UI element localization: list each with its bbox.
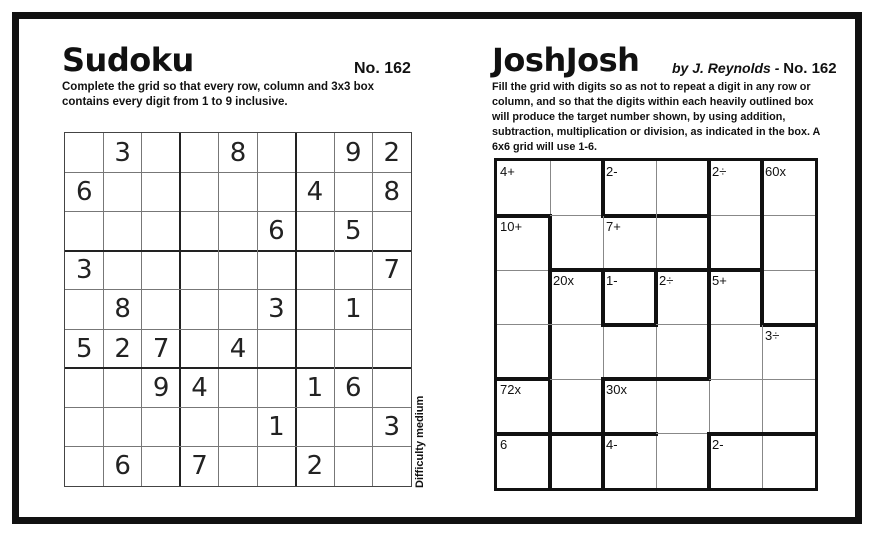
- sudoku-cell[interactable]: 1: [345, 294, 362, 325]
- sudoku-cell[interactable]: 8: [383, 176, 401, 207]
- kenken-instructions: Fill the grid with digits so as not to repeat a digit in any row or column, and so that the digits within each heavily outlined box will produce the target number shown, by using addition, subtraction, multiplication or division, as indicated in the box. A 6x6 grid will use 1-6.: [492, 81, 820, 153]
- kenken-cell[interactable]: [762, 379, 815, 434]
- sudoku-cell[interactable]: 2: [306, 451, 324, 482]
- kenken-cell[interactable]: [550, 379, 603, 434]
- kenken-cell[interactable]: [656, 325, 709, 380]
- kenken-cell[interactable]: [762, 270, 815, 325]
- sudoku-cell[interactable]: 3: [114, 137, 131, 168]
- sudoku-cell[interactable]: 7: [191, 451, 208, 482]
- sudoku-cell[interactable]: [142, 408, 180, 447]
- sudoku-cell[interactable]: [65, 290, 103, 329]
- sudoku-cell[interactable]: 7: [383, 255, 401, 286]
- cage-target-label: 20x: [553, 273, 574, 288]
- kenken-cell[interactable]: [709, 325, 762, 380]
- sudoku-cell[interactable]: [219, 447, 257, 486]
- sudoku-cell[interactable]: [103, 172, 141, 211]
- cage-target-label: 2-: [606, 164, 618, 179]
- sudoku-cell[interactable]: [180, 329, 218, 368]
- sudoku-instructions: Complete the grid so that every row, column and 3x3 box contains every digit from 1 to 9 inclusive.: [62, 81, 375, 108]
- sudoku-cell[interactable]: [142, 133, 180, 172]
- cage-target-label: 4-: [606, 436, 618, 452]
- cage-target-label: 3÷: [765, 327, 780, 343]
- kenken-byline: [672, 60, 837, 77]
- sudoku-cell[interactable]: 2: [383, 137, 401, 168]
- sudoku-cell[interactable]: 1: [306, 372, 324, 403]
- sudoku-cell[interactable]: [180, 211, 218, 250]
- sudoku-cell[interactable]: [296, 251, 334, 290]
- sudoku-cell[interactable]: [373, 329, 411, 368]
- sudoku-cell[interactable]: [103, 211, 141, 250]
- sudoku-cell[interactable]: 5: [345, 216, 362, 247]
- sudoku-cell[interactable]: [334, 408, 372, 447]
- sudoku-cell[interactable]: [103, 408, 141, 447]
- sudoku-cell[interactable]: 8: [229, 137, 247, 168]
- sudoku-grid: [64, 132, 412, 487]
- cage-target-label: 10+: [500, 218, 523, 234]
- sudoku-cell[interactable]: [373, 447, 411, 486]
- kenken-cell[interactable]: [550, 216, 603, 271]
- kenken-cell[interactable]: [497, 270, 550, 325]
- cage-target-label: 60x: [765, 164, 786, 179]
- kenken-cell[interactable]: [550, 161, 603, 216]
- sudoku-cell[interactable]: 4: [229, 333, 247, 364]
- sudoku-cell[interactable]: [257, 133, 295, 172]
- kenken-cell[interactable]: [656, 161, 709, 216]
- sudoku-cell[interactable]: [142, 290, 180, 329]
- sudoku-cell[interactable]: 4: [191, 372, 208, 403]
- sudoku-cell[interactable]: 6: [268, 216, 285, 247]
- kenken-cell[interactable]: [709, 216, 762, 271]
- sudoku-cell[interactable]: 1: [268, 412, 285, 443]
- sudoku-cell[interactable]: 6: [75, 176, 93, 207]
- kenken-cell[interactable]: [656, 216, 709, 271]
- sudoku-cell[interactable]: [180, 172, 218, 211]
- sudoku-cell[interactable]: 2: [114, 333, 131, 364]
- sudoku-cell[interactable]: [219, 172, 257, 211]
- sudoku-issue-number: No. 162: [354, 60, 411, 77]
- sudoku-cell[interactable]: [334, 172, 372, 211]
- sudoku-cell[interactable]: [296, 329, 334, 368]
- sudoku-cell[interactable]: [334, 329, 372, 368]
- sudoku-cell[interactable]: [257, 251, 295, 290]
- sudoku-cell[interactable]: 3: [268, 294, 285, 325]
- cage-target-label: 72x: [500, 382, 521, 397]
- sudoku-cell[interactable]: [373, 211, 411, 250]
- cage-target-label: 1-: [606, 273, 618, 288]
- kenken-cell[interactable]: [656, 434, 709, 489]
- kenken-cell[interactable]: [603, 325, 656, 380]
- sudoku-cell[interactable]: [219, 251, 257, 290]
- sudoku-cell[interactable]: [219, 290, 257, 329]
- sudoku-cell[interactable]: [296, 290, 334, 329]
- kenken-cell[interactable]: [550, 434, 603, 489]
- cage-target-label: 2÷: [659, 273, 674, 288]
- sudoku-cell[interactable]: [65, 133, 103, 172]
- sudoku-cell[interactable]: [257, 368, 295, 407]
- kenken-cell[interactable]: [709, 379, 762, 434]
- sudoku-cell[interactable]: [219, 408, 257, 447]
- kenken-grid: [494, 158, 818, 491]
- sudoku-cell[interactable]: [296, 408, 334, 447]
- kenken-title: JoshJosh: [492, 41, 640, 79]
- kenken-author: by J. Reynolds -: [672, 60, 784, 76]
- sudoku-cell[interactable]: [219, 211, 257, 250]
- sudoku-cell[interactable]: 9: [152, 372, 170, 403]
- sudoku-cell[interactable]: [180, 251, 218, 290]
- sudoku-cell[interactable]: [296, 133, 334, 172]
- sudoku-cell[interactable]: [142, 172, 180, 211]
- sudoku-cell[interactable]: [257, 447, 295, 486]
- sudoku-cell[interactable]: [65, 447, 103, 486]
- cage-target-label: 4+: [500, 164, 515, 179]
- sudoku-cell[interactable]: [257, 329, 295, 368]
- sudoku-cell[interactable]: 7: [152, 333, 170, 364]
- cage-target-label: 2÷: [712, 164, 727, 179]
- cage-target-label: 7+: [606, 218, 621, 234]
- sudoku-cell[interactable]: [219, 368, 257, 407]
- sudoku-cell[interactable]: 3: [75, 255, 93, 286]
- sudoku-cell[interactable]: [373, 290, 411, 329]
- kenken-cell[interactable]: [550, 325, 603, 380]
- sudoku-cell[interactable]: 5: [75, 333, 93, 364]
- sudoku-cell[interactable]: 3: [383, 412, 401, 443]
- sudoku-cell[interactable]: [334, 251, 372, 290]
- cage-target-label: 30x: [606, 382, 627, 397]
- sudoku-cell[interactable]: [334, 447, 372, 486]
- sudoku-cell[interactable]: [142, 447, 180, 486]
- cage-target-label: 5+: [712, 273, 727, 288]
- sudoku-cell[interactable]: 6: [114, 451, 131, 482]
- sudoku-cell[interactable]: [180, 408, 218, 447]
- sudoku-cell[interactable]: [65, 368, 103, 407]
- kenken-cell[interactable]: [762, 216, 815, 271]
- sudoku-cell[interactable]: [103, 368, 141, 407]
- difficulty-label: Difficulty medium: [414, 395, 426, 488]
- sudoku-cell[interactable]: [65, 211, 103, 250]
- sudoku-cell[interactable]: [373, 368, 411, 407]
- sudoku-cell[interactable]: [180, 290, 218, 329]
- sudoku-cell[interactable]: [142, 211, 180, 250]
- kenken-issue-number: No. 162: [783, 60, 837, 77]
- sudoku-cell[interactable]: [103, 251, 141, 290]
- sudoku-cell[interactable]: [142, 251, 180, 290]
- sudoku-cell[interactable]: 9: [345, 137, 362, 168]
- kenken-cell[interactable]: [497, 325, 550, 380]
- kenken-cell[interactable]: [656, 379, 709, 434]
- sudoku-cell[interactable]: 6: [345, 372, 362, 403]
- sudoku-title: Sudoku: [62, 41, 194, 79]
- cage-target-label: 2-: [712, 436, 724, 452]
- sudoku-cell[interactable]: 4: [306, 176, 324, 207]
- sudoku-cell[interactable]: [180, 133, 218, 172]
- sudoku-cell[interactable]: [296, 211, 334, 250]
- kenken-cell[interactable]: [762, 434, 815, 489]
- sudoku-cell[interactable]: 8: [114, 294, 131, 325]
- cage-target-label: 6: [500, 436, 508, 452]
- sudoku-cell[interactable]: [65, 408, 103, 447]
- sudoku-cell[interactable]: [257, 172, 295, 211]
